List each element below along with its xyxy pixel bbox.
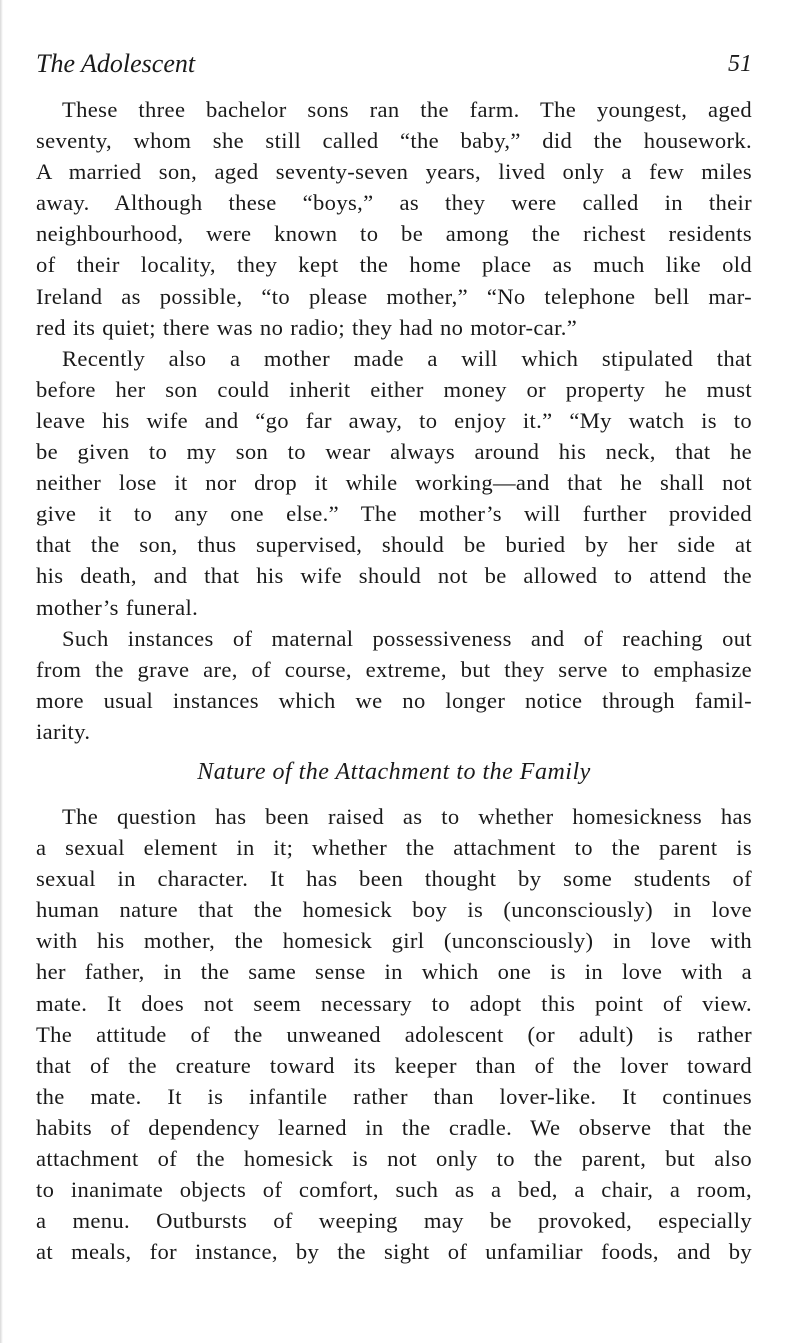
text-line: neighbourhood, were known to be among the richest residents bbox=[36, 221, 752, 247]
paragraph-2 bbox=[36, 343, 752, 623]
text-line: her father, in the same sense in which one is in love with a bbox=[36, 959, 752, 985]
text-line: Such instances of maternal possessiveness and of reaching out bbox=[62, 625, 752, 651]
text-line: Recently also a mother made a will which stipulated that bbox=[62, 345, 752, 371]
paragraph-3 bbox=[36, 623, 752, 747]
text-line: neither lose it nor drop it while working—and that he shall not bbox=[36, 470, 752, 496]
paragraph-4 bbox=[36, 801, 752, 1267]
text-line: seventy, whom she still called “the baby,” did the housework. bbox=[36, 128, 752, 154]
text-line: Ireland as possible, “to please mother,” “No telephone bell mar- bbox=[36, 283, 752, 309]
text-line: of their locality, they kept the home place as much like old bbox=[36, 252, 752, 278]
text-line: human nature that the homesick boy is (unconsciously) in love bbox=[36, 897, 752, 923]
text-line: that of the creature toward its keeper than of the lover toward bbox=[36, 1052, 752, 1078]
text-line: be given to my son to wear always around his neck, that he bbox=[36, 439, 752, 465]
text-line: red its quiet; there was no radio; they had no motor-car.” bbox=[36, 314, 578, 340]
text-line: iarity. bbox=[36, 718, 91, 744]
text-line: leave his wife and “go far away, to enjoy it.” “My watch is to bbox=[36, 407, 752, 433]
text-line: These three bachelor sons ran the farm. The youngest, aged bbox=[62, 97, 752, 122]
text-line: before her son could inherit either money or property he must bbox=[36, 376, 752, 402]
running-head-title: The Adolescent bbox=[36, 49, 196, 78]
section-heading: Nature of the Attachment to the Family bbox=[197, 758, 591, 785]
text-line: with his mother, the homesick girl (unconsciously) in love with bbox=[36, 928, 752, 954]
running-head bbox=[36, 48, 752, 88]
text-line: give it to any one else.” The mother’s will further provided bbox=[36, 501, 752, 527]
paragraph-1 bbox=[36, 94, 752, 343]
text-line: more usual instances which we no longer notice through famil- bbox=[36, 687, 752, 713]
text-line: The attitude of the unweaned adolescent (or adult) is rather bbox=[36, 1021, 752, 1047]
text-line: A married son, aged seventy-seven years, lived only a few miles bbox=[36, 159, 752, 185]
text-line: The question has been raised as to whether homesickness has bbox=[62, 803, 752, 829]
text-line: from the grave are, of course, extreme, but they serve to emphasize bbox=[36, 656, 752, 682]
body-text bbox=[36, 94, 752, 1267]
text-line: a menu. Outbursts of weeping may be provoked, especially bbox=[36, 1208, 752, 1234]
text-line: to inanimate objects of comfort, such as a bed, a chair, a room, bbox=[36, 1177, 752, 1203]
text-line: the mate. It is infantile rather than lover-like. It continues bbox=[36, 1083, 752, 1109]
text-line: at meals, for instance, by the sight of unfamiliar foods, and by bbox=[36, 1239, 752, 1265]
text-line: away. Although these “boys,” as they were called in their bbox=[36, 190, 752, 216]
text-line: mate. It does not seem necessary to adopt this point of view. bbox=[36, 990, 752, 1016]
text-line: his death, and that his wife should not be allowed to attend the bbox=[36, 563, 752, 589]
text-line: sexual in character. It has been thought by some students of bbox=[36, 866, 752, 892]
text-line: attachment of the homesick is not only to the parent, but also bbox=[36, 1146, 752, 1171]
text-line: mother’s funeral. bbox=[36, 594, 199, 620]
text-line: habits of dependency learned in the cradle. We observe that the bbox=[36, 1114, 752, 1140]
page-edge-shadow bbox=[0, 0, 3, 1343]
text-line: a sexual element in it; whether the attachment to the parent is bbox=[36, 835, 752, 861]
text-line: that the son, thus supervised, should be buried by her side at bbox=[36, 532, 752, 558]
page-number: 51 bbox=[728, 51, 752, 77]
